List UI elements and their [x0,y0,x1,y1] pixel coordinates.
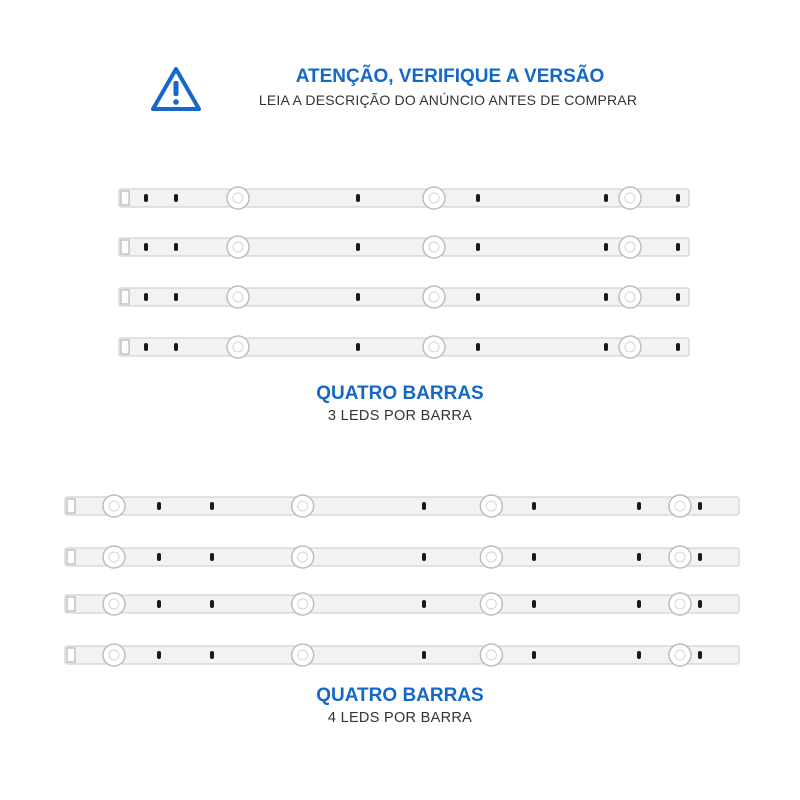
led-strip [118,184,690,212]
led-lens [292,546,314,568]
mounting-hole [532,651,536,659]
led-lens [103,546,125,568]
mounting-hole [476,243,480,251]
led-lens [669,546,691,568]
mounting-hole [144,343,148,351]
mounting-hole [604,293,608,301]
connector [121,340,129,354]
led-lens [292,644,314,666]
mounting-hole [174,243,178,251]
led-lens [227,286,249,308]
mounting-hole [422,502,426,510]
mounting-hole [174,194,178,202]
led-lens [619,336,641,358]
notice-title: ATENÇÃO, VERIFIQUE A VERSÃO [295,66,605,87]
mounting-hole [604,343,608,351]
caption-subtitle: 3 LEDS POR BARRA [327,408,473,424]
mounting-hole [476,343,480,351]
connector [67,597,75,611]
mounting-hole [356,243,360,251]
led-lens [292,593,314,615]
led-lens [669,593,691,615]
led-strip-3 [118,333,690,361]
mounting-hole [210,502,214,510]
mounting-hole [637,651,641,659]
mounting-hole [144,293,148,301]
mounting-hole [356,194,360,202]
led-lens [227,336,249,358]
mounting-hole [210,651,214,659]
mounting-hole [476,194,480,202]
led-strip-4 [64,641,740,669]
led-strip-3 [118,233,690,261]
led-lens [103,644,125,666]
mounting-hole [532,553,536,561]
mounting-hole [637,502,641,510]
led-lens [103,495,125,517]
connector [121,290,129,304]
led-strip-4 [64,543,740,571]
mounting-hole [157,600,161,608]
mounting-hole [637,600,641,608]
led-lens [619,286,641,308]
connector [67,648,75,662]
mounting-hole [604,194,608,202]
mounting-hole [532,600,536,608]
mounting-hole [676,243,680,251]
led-lens [227,187,249,209]
led-lens [480,644,502,666]
notice-header [150,62,670,112]
mounting-hole [157,651,161,659]
led-strip [118,333,690,361]
connector [121,240,129,254]
led-lens [423,286,445,308]
mounting-hole [422,553,426,561]
led-lens [423,236,445,258]
mounting-hole [676,343,680,351]
led-lens [669,495,691,517]
led-lens [480,593,502,615]
led-lens [423,187,445,209]
led-lens [103,593,125,615]
mounting-hole [174,293,178,301]
mounting-hole [532,502,536,510]
led-lens [480,495,502,517]
mounting-hole [637,553,641,561]
connector [121,191,129,205]
strip-board [119,238,689,256]
mounting-hole [210,553,214,561]
strip-board [119,288,689,306]
led-lens [480,546,502,568]
mounting-hole [422,600,426,608]
connector [67,550,75,564]
led-lens [619,236,641,258]
strip-board [119,189,689,207]
mounting-hole [144,243,148,251]
caption-group-2 [250,684,550,728]
led-lens [292,495,314,517]
mounting-hole [676,194,680,202]
led-lens [619,187,641,209]
led-lens [669,644,691,666]
led-strip-4 [64,492,740,520]
led-strip [118,233,690,261]
led-strip [118,283,690,311]
mounting-hole [174,343,178,351]
mounting-hole [157,502,161,510]
led-strip-3 [118,283,690,311]
mounting-hole [356,343,360,351]
led-strip-3 [118,184,690,212]
led-strip [64,492,740,520]
mounting-hole [698,651,702,659]
mounting-hole [144,194,148,202]
mounting-hole [210,600,214,608]
mounting-hole [698,600,702,608]
mounting-hole [157,553,161,561]
strip-board [119,338,689,356]
warning-triangle-icon [150,66,202,112]
caption-subtitle: 4 LEDS POR BARRA [327,710,473,726]
mounting-hole [476,293,480,301]
led-strip [64,641,740,669]
led-strip [64,590,740,618]
connector [67,499,75,513]
notice-subtitle: LEIA A DESCRIÇÃO DO ANÚNCIO ANTES DE COMPRAR [258,92,638,108]
caption-group-1 [250,382,550,426]
led-lens [423,336,445,358]
led-lens [227,236,249,258]
mounting-hole [356,293,360,301]
mounting-hole [422,651,426,659]
mounting-hole [676,293,680,301]
mounting-hole [698,553,702,561]
mounting-hole [698,502,702,510]
led-strip-4 [64,590,740,618]
mounting-hole [604,243,608,251]
caption-title: QUATRO BARRAS [316,383,484,404]
caption-title: QUATRO BARRAS [316,685,484,706]
led-strip [64,543,740,571]
